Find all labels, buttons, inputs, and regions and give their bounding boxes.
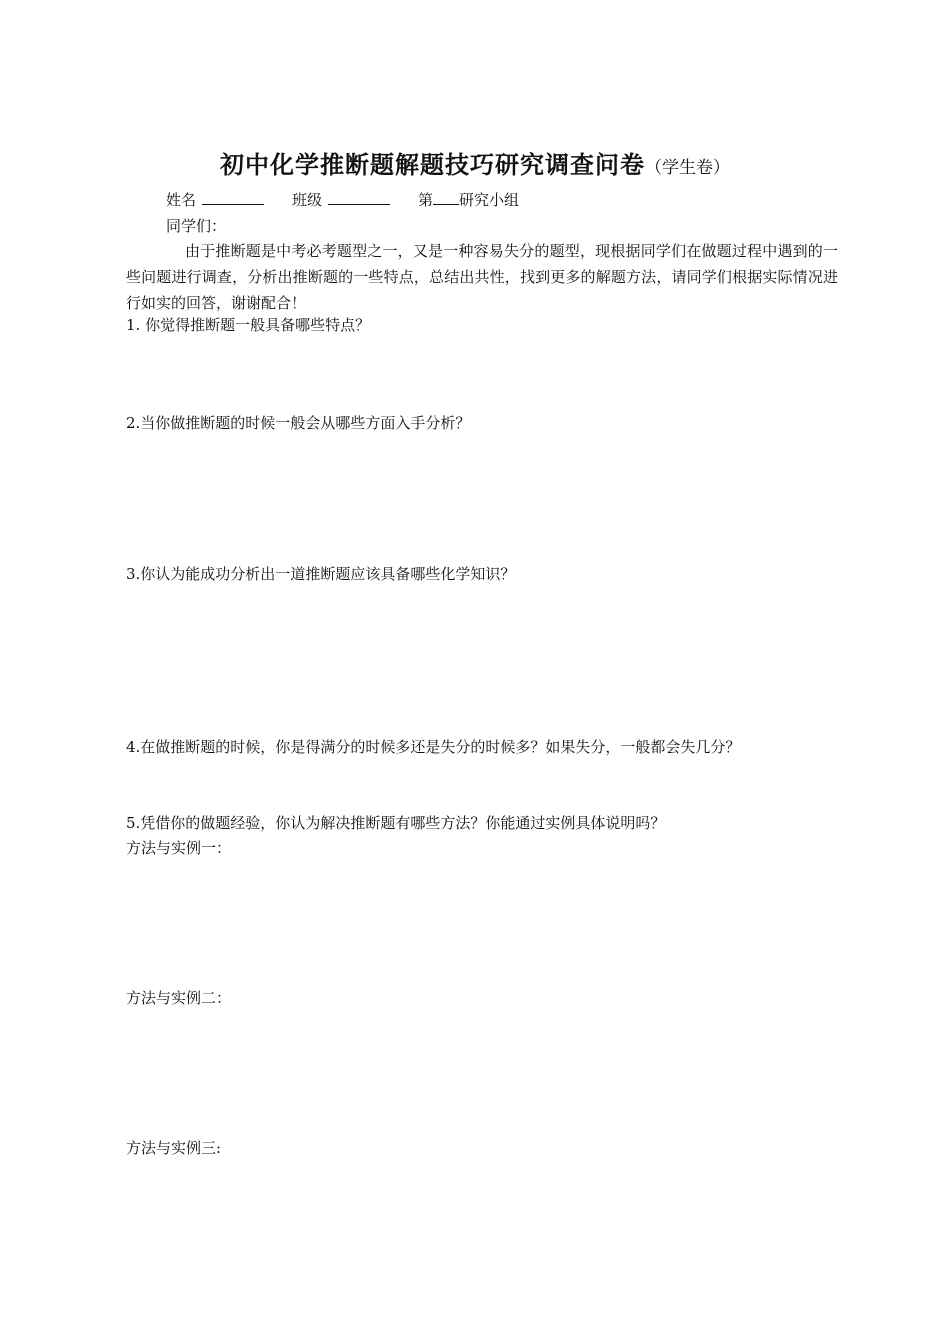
page-title [0, 145, 950, 180]
question-3: 3.你认为能成功分析出一道推断题应该具备哪些化学知识？ [126, 565, 516, 583]
group-suffix: 研究小组 [459, 191, 520, 209]
method-example-1: 方法与实例一： [126, 839, 232, 857]
class-blank[interactable] [328, 190, 390, 205]
question-5: 5.凭借你的做题经验，你认为解决推断题有哪些方法？你能通过实例具体说明吗？ [126, 814, 666, 832]
name-blank[interactable] [202, 190, 264, 205]
question-1: 1. 你觉得推断题一般具备哪些特点？ [126, 316, 371, 334]
group-prefix: 第 [418, 191, 434, 209]
question-2: 2.当你做推断题的时候一般会从哪些方面入手分析？ [126, 414, 471, 432]
method-example-3: 方法与实例三: [126, 1139, 222, 1157]
title-sub: （学生卷） [645, 158, 730, 178]
class-label: 班级 [292, 191, 323, 209]
greeting: 同学们： [166, 217, 227, 235]
question-4: 4.在做推断题的时候，你是得满分的时候多还是失分的时候多？如果失分，一般都会失几分？ [126, 738, 741, 756]
student-info-row [166, 190, 519, 210]
group-number-blank[interactable] [433, 190, 459, 205]
intro-paragraph: 由于推断题是中考必考题型之一，又是一种容易失分的题型，现根据同学们在做题过程中遇到的一些问题进行调查，分析出推断题的一些特点，总结出共性，找到更多的解题方法，请同学们根据实际情况进行如实的回答，谢谢配合！ [126, 242, 838, 312]
method-example-2: 方法与实例二： [126, 989, 232, 1007]
name-label: 姓名 [166, 191, 197, 209]
title-main: 初中化学推断题解题技巧研究调查问卷 [220, 150, 645, 179]
